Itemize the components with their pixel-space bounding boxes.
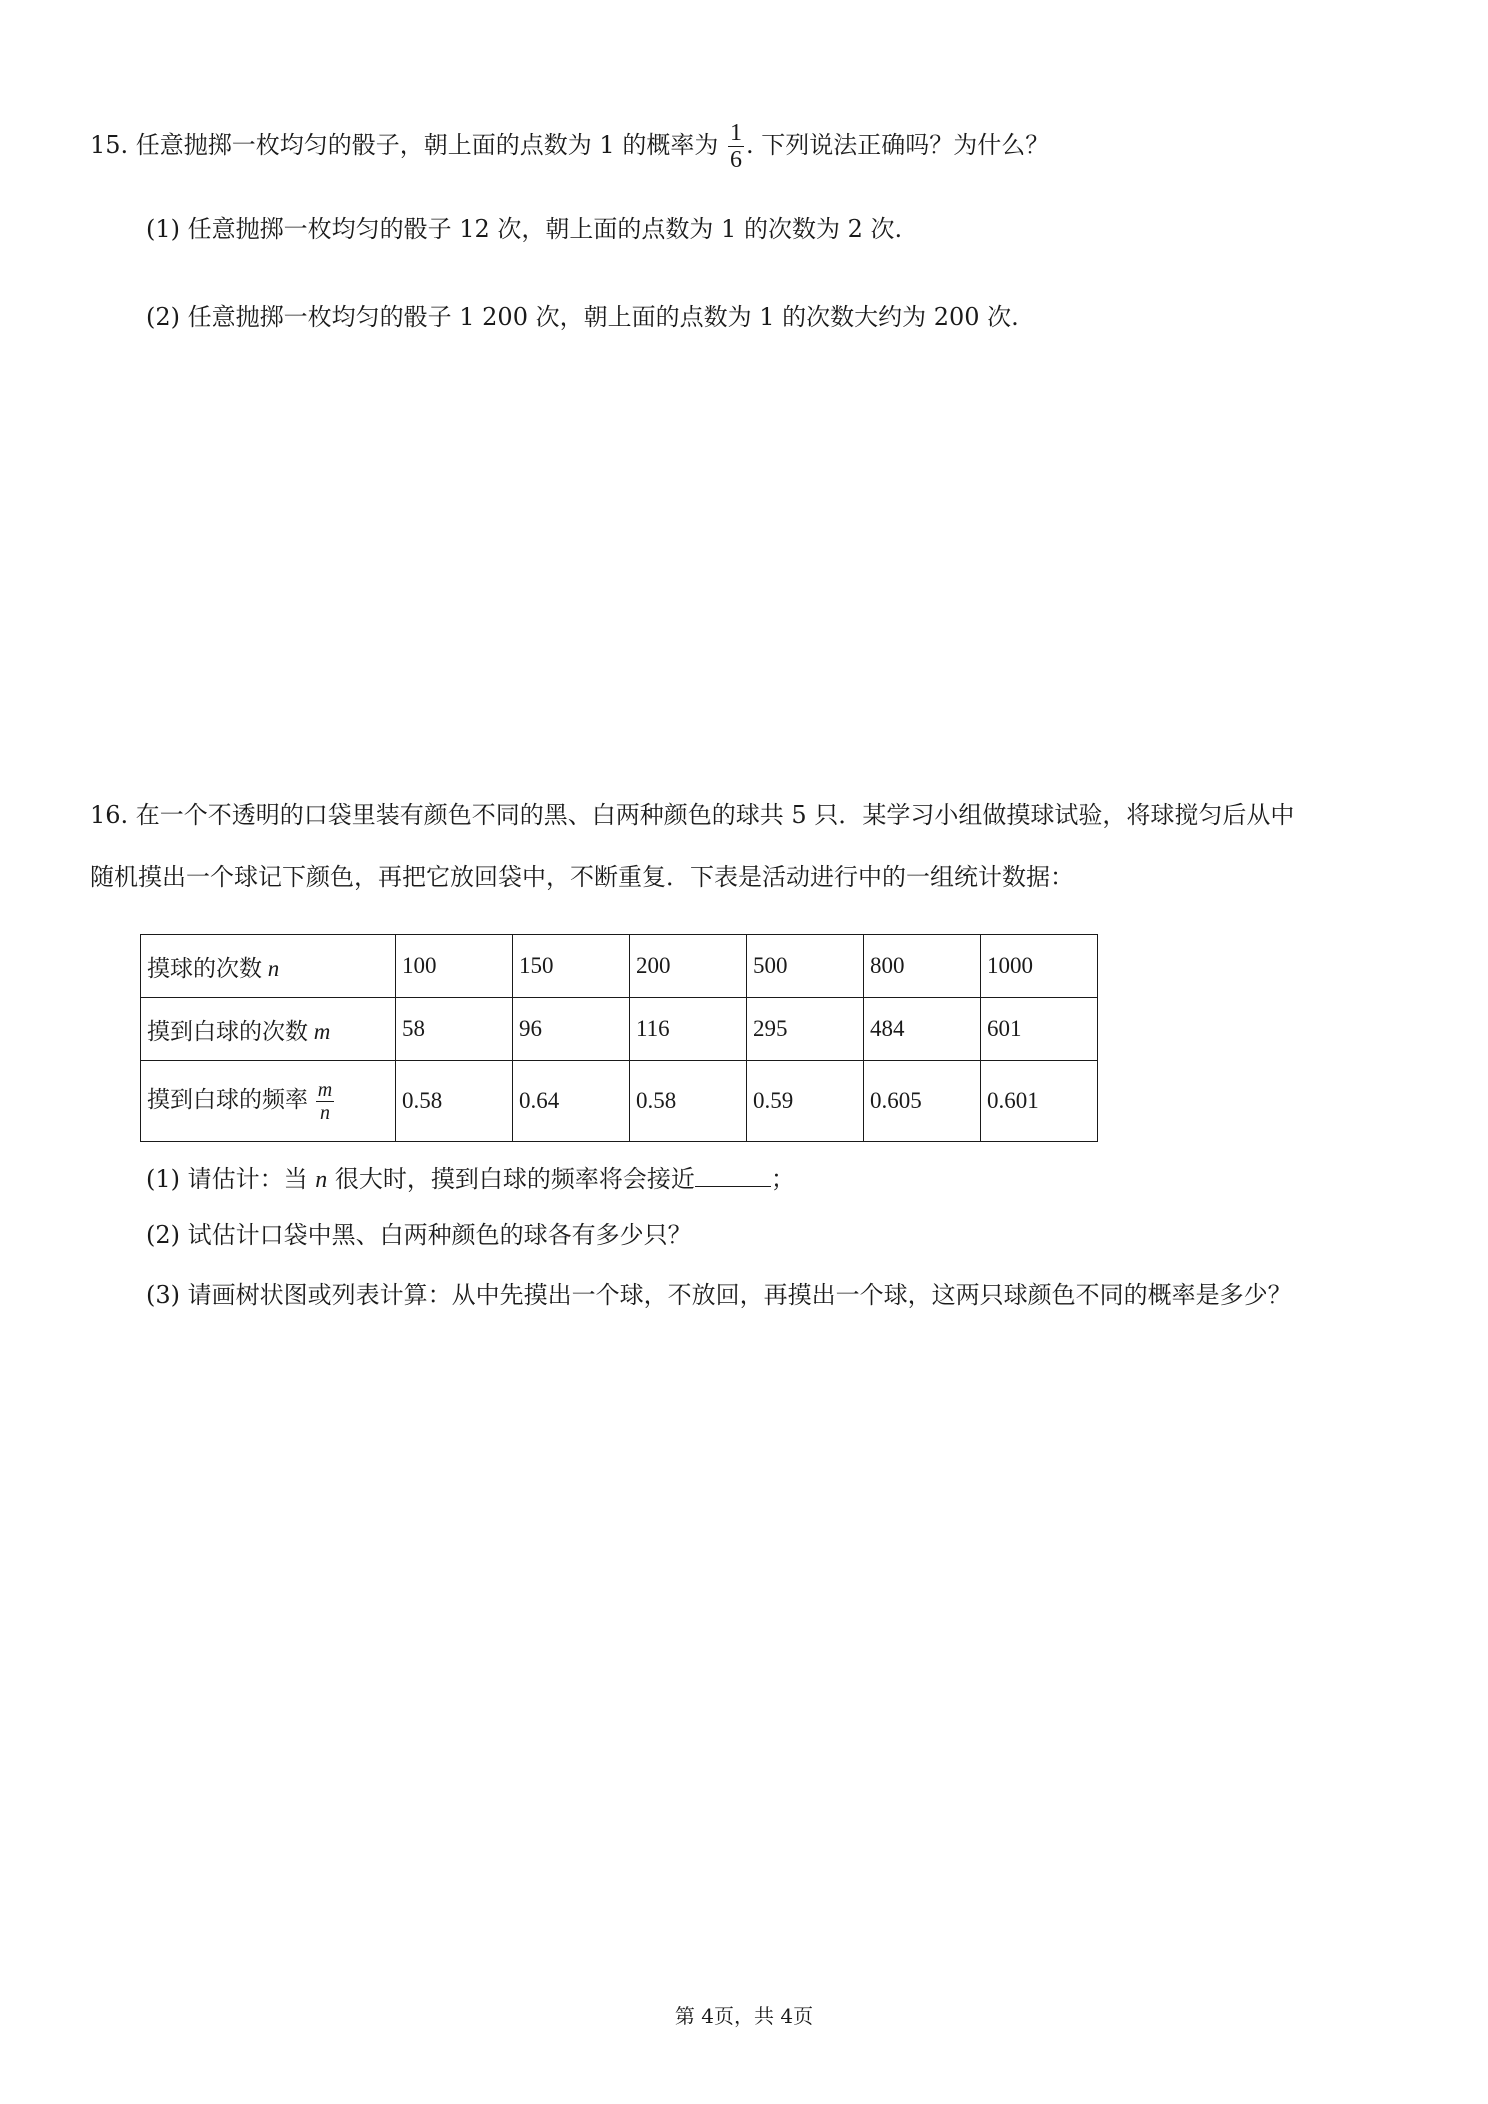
fraction-denominator: n xyxy=(319,1101,330,1124)
table-cell: 500 xyxy=(747,935,864,998)
table-cell: 0.605 xyxy=(864,1061,981,1142)
row-header-label: 摸到白球的频率 xyxy=(147,1086,308,1113)
q16-p1-text-2: 很大时，摸到白球的频率将会接近 xyxy=(334,1165,695,1193)
one-sixth-fraction xyxy=(728,120,744,173)
table-row-draw-count xyxy=(141,935,1098,998)
table-row-white-frequency xyxy=(141,1061,1098,1142)
q15-title-text: 15. 任意抛掷一枚均匀的骰子，朝上面的点数为 1 的概率为 xyxy=(90,131,719,159)
question-16-stem-line-2: 随机摸出一个球记下颜色，再把它放回袋中，不断重复．下表是活动进行中的一组统计数据： xyxy=(90,863,1074,891)
table-cell: 200 xyxy=(630,935,747,998)
table-cell: 601 xyxy=(981,998,1098,1061)
row-header xyxy=(141,998,396,1061)
table-cell: 0.64 xyxy=(513,1061,630,1142)
table-cell: 116 xyxy=(630,998,747,1061)
table-cell: 0.58 xyxy=(396,1061,513,1142)
table-cell: 0.601 xyxy=(981,1061,1098,1142)
table-cell: 100 xyxy=(396,935,513,998)
question-16-stem-line-1: 16. 在一个不透明的口袋里装有颜色不同的黑、白两种颜色的球共 5 只．某学习小组做摸球试验，将球搅匀后从中 xyxy=(90,801,1295,829)
row-header xyxy=(141,935,396,998)
q15-title-tail: . 下列说法正确吗？为什么？ xyxy=(745,131,1050,159)
row-header-label: 摸球的次数 xyxy=(147,955,262,982)
question-15-title xyxy=(90,120,1049,173)
question-16-part-3: (3) 请画树状图或列表计算：从中先摸出一个球，不放回，再摸出一个球，这两只球颜色不同的概率是多少？ xyxy=(146,1281,1292,1309)
fraction-numerator: m xyxy=(317,1078,333,1101)
table-row-white-count xyxy=(141,998,1098,1061)
table-cell: 96 xyxy=(513,998,630,1061)
row-header-label: 摸到白球的次数 xyxy=(147,1018,308,1045)
row-header-variable: m xyxy=(313,1018,331,1044)
table-cell: 58 xyxy=(396,998,513,1061)
fraction-numerator: 1 xyxy=(729,120,742,146)
q16-p1-end: ； xyxy=(770,1165,795,1193)
table-cell: 484 xyxy=(864,998,981,1061)
row-header-variable: n xyxy=(267,955,280,981)
table-cell: 295 xyxy=(747,998,864,1061)
answer-blank[interactable] xyxy=(695,1162,771,1187)
table-cell: 1000 xyxy=(981,935,1098,998)
page-footer: 第 4页，共 4页 xyxy=(674,2004,814,2028)
question-15-part-1: (1) 任意抛掷一枚均匀的骰子 12 次，朝上面的点数为 1 的次数为 2 次. xyxy=(146,215,903,243)
variable-n: n xyxy=(315,1167,328,1193)
table-cell: 150 xyxy=(513,935,630,998)
table-cell: 0.58 xyxy=(630,1061,747,1142)
question-16-part-1 xyxy=(146,1162,795,1197)
m-over-n-fraction xyxy=(316,1079,334,1124)
q16-p1-text: (1) 请估计：当 xyxy=(146,1165,308,1193)
question-16-part-2: (2) 试估计口袋中黑、白两种颜色的球各有多少只？ xyxy=(146,1221,692,1249)
question-15-part-2: (2) 任意抛掷一枚均匀的骰子 1 200 次，朝上面的点数为 1 的次数大约为 200 次. xyxy=(146,303,1019,331)
statistics-table xyxy=(140,934,1098,1142)
fraction-denominator: 6 xyxy=(729,147,742,173)
table-cell: 800 xyxy=(864,935,981,998)
row-header xyxy=(141,1061,396,1142)
table-cell: 0.59 xyxy=(747,1061,864,1142)
